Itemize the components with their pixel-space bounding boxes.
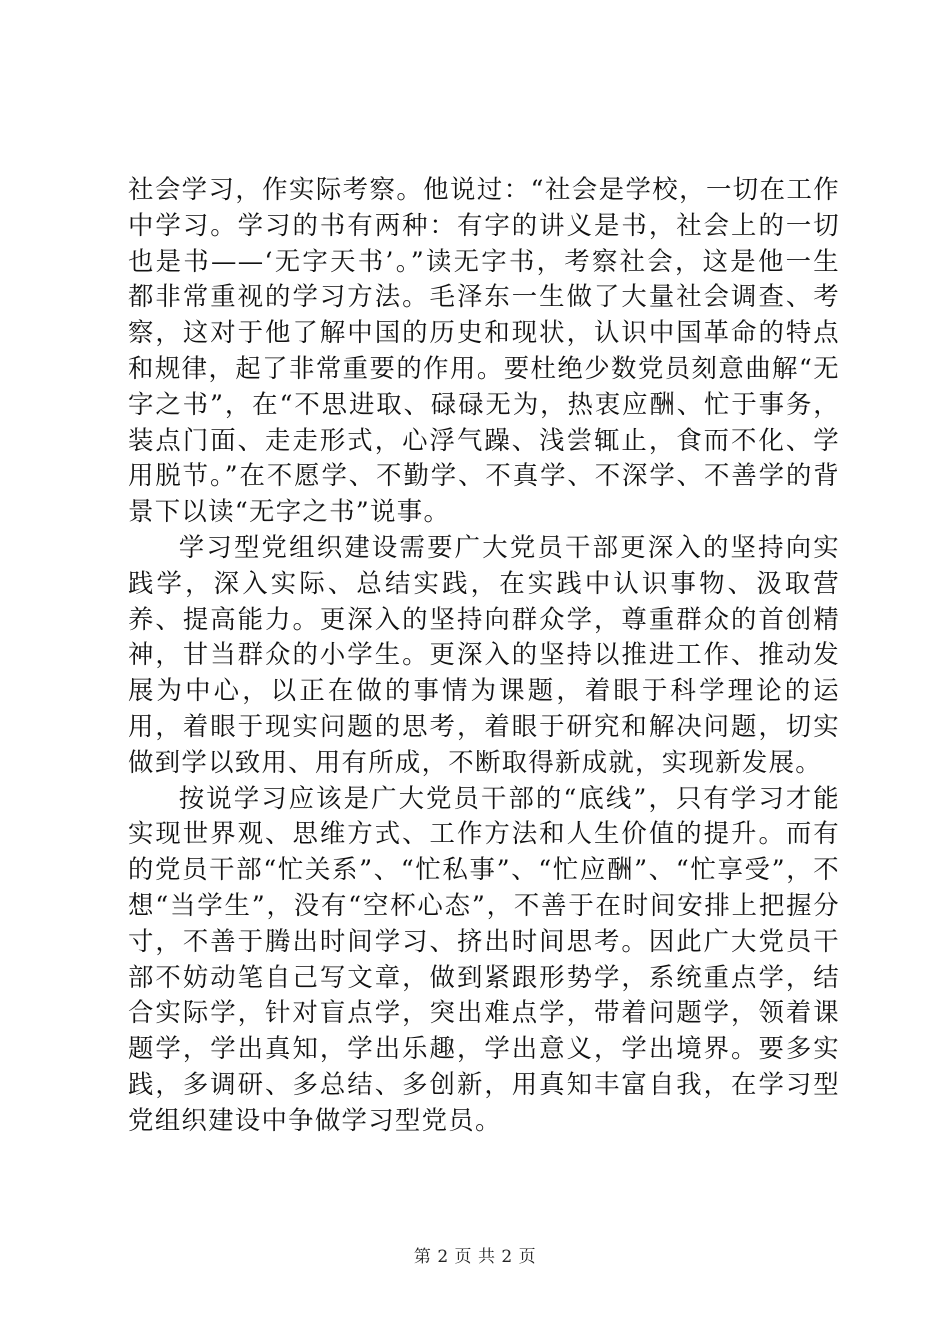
paragraph-practice-learning: 学习型党组织建设需要广大党员干部更深入的坚持向实践学，深入实际、总结实践，在实践中认识事物、汲取营养、提高能力。更深入的坚持向群众学，尊重群众的首创精神，甘当群众的小学生。更深入的坚持以推进工作、推动发展为中心，以正在做的事情为课题，着眼于科学理论的运用，着眼于现实问题的思考，着眼于研究和解决问题，切实做到学以致用、用有所成，不断取得新成就，实现新发展。 xyxy=(128,531,840,777)
paragraph-continued: 社会学习，作实际考察。他说过：“社会是学校，一切在工作中学习。学习的书有两种：有字的讲义是书，社会上的一切也是书——‘无字天书’。”读无字书，考察社会，这是他一生都非常重视的学习方法。毛泽东一生做了大量社会调查、考察，这对于他了解中国的历史和现状，认识中国革命的特点和规律，起了非常重要的作用。要杜绝少数党员刻意曲解“无字之书”，在“不思进取、碌碌无为，热衷应酬、忙于事务，装点门面、走走形式，心浮气躁、浅尝辄止，食而不化、学用脱节。”在不愿学、不勤学、不真学、不深学、不善学的背景下以读“无字之书”说事。 xyxy=(128,174,840,527)
paragraph-learning-bottom-line: 按说学习应该是广大党员干部的“底线”，只有学习才能实现世界观、思维方式、工作方法和人生价值的提升。而有的党员干部“忙关系”、“忙私事”、“忙应酬”、“忙享受”，不想“当学生”，没有“空杯心态”，不善于在时间安排上把握分寸，不善于腾出时间学习、挤出时间思考。因此广大党员干部不妨动笔自己写文章，做到紧跟形势学，系统重点学，结合实际学，针对盲点学，突出难点学，带着问题学，领着课题学，学出真知，学出乐趣，学出意义，学出境界。要多实践，多调研、多总结、多创新，用真知丰富自我，在学习型党组织建设中争做学习型党员。 xyxy=(128,782,840,1135)
page-number-footer: 第 2 页 共 2 页 xyxy=(413,1247,537,1267)
document-body xyxy=(128,172,840,1139)
